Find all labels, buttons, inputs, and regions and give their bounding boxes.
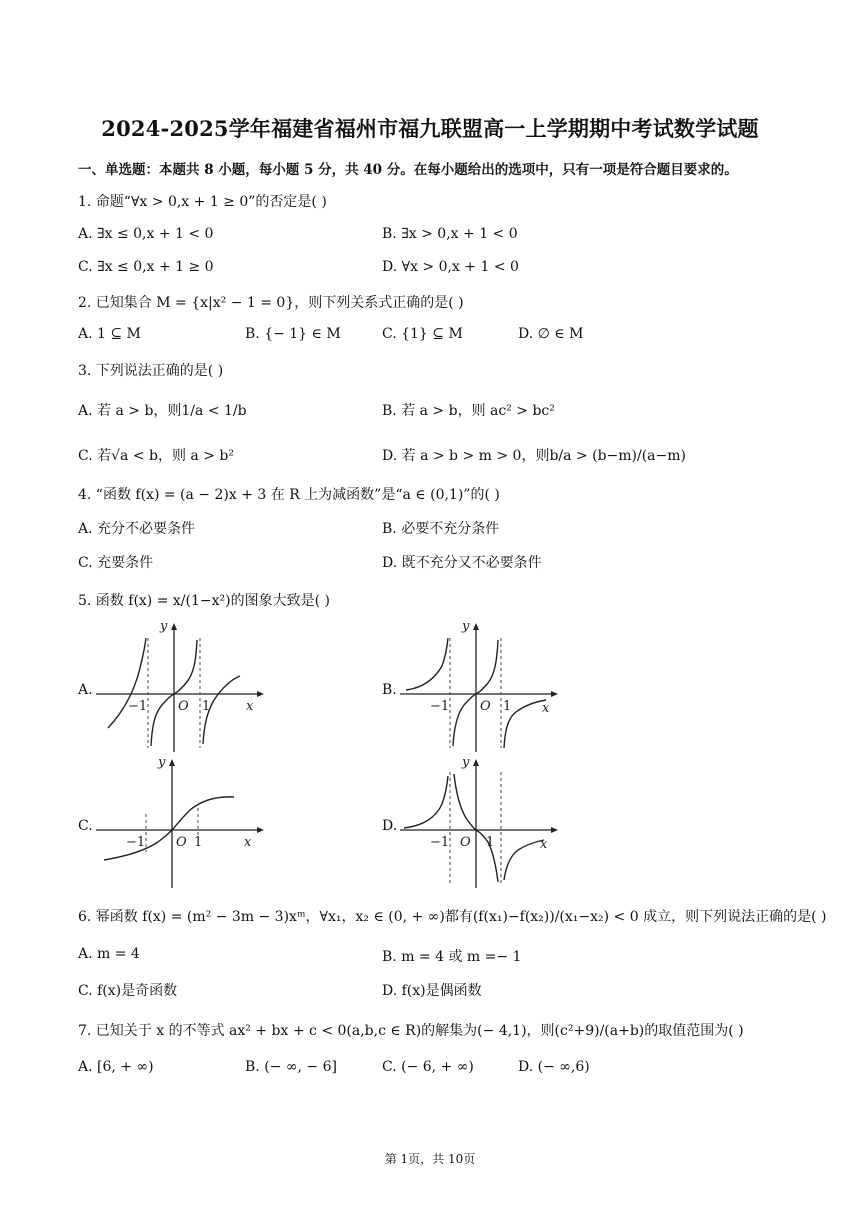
q6-option-b[interactable]: B. m = 4 或 m =− 1 [382,949,522,965]
x-axis-arrow [257,691,264,697]
origin-label: O [460,835,471,850]
q3-option-c[interactable]: C. 若√a < b，则 a > b² [78,448,234,464]
q6-option-c[interactable]: C. f(x)是奇函数 [78,983,178,999]
q2-option-b[interactable]: B. {− 1} ∈ M [245,326,341,342]
q2-option-c[interactable]: C. {1} ⊆ M [382,326,463,342]
q7-option-a[interactable]: A. [6, + ∞) [78,1059,154,1075]
q5-graph-c [92,752,267,892]
tick-pos-one: 1 [503,699,512,714]
q4-stem: 4. “函数 f(x) = (a − 2)x + 3 在 R 上为减函数”是“a ∈ (0,1)”的( ) [78,487,500,503]
q5-option-c[interactable]: C. [78,818,93,834]
q5-stem: 5. 函数 f(x) = x/(1−x²)的图象大致是( ) [78,593,330,609]
curve-left [404,776,448,828]
q5-graph-b [396,618,571,758]
q5-option-b[interactable]: B. [382,682,397,698]
tick-pos-one: 1 [202,699,211,714]
axis-y-label: y [462,755,470,770]
q5-option-a[interactable]: A. [78,682,93,698]
q6-stem: 6. 幂函数 f(x) = (m² − 3m − 3)xᵐ，∀x₁，x₂ ∈ (0, + ∞)都有(f(x₁)−f(x₂))/(x₁−x₂) < 0 成立，则下列说法正确的是( ) [78,909,827,925]
y-axis-arrow [171,623,177,630]
y-axis-arrow [169,759,175,766]
q2-option-a[interactable]: A. 1 ⊆ M [78,326,141,342]
x-axis-arrow [257,827,264,833]
axis-x-label: x [244,835,252,850]
tick-pos-one: 1 [486,835,495,850]
page-footer: 第 1页，共 10页 [384,1152,476,1166]
axis-x-label: x [540,837,548,852]
y-axis-arrow [473,759,479,766]
tick-neg-one: −1 [430,835,450,850]
q4-option-c[interactable]: C. 充要条件 [78,555,154,571]
q1-stem: 1. 命题“∀x > 0,x + 1 ≥ 0”的否定是( ) [78,194,327,210]
q7-option-d[interactable]: D. (− ∞,6) [518,1059,590,1075]
x-axis-arrow [551,691,558,697]
q1-option-a[interactable]: A. ∃x ≤ 0,x + 1 < 0 [78,226,214,242]
origin-label: O [176,835,187,850]
q7-option-c[interactable]: C. (− 6, + ∞) [382,1059,474,1075]
q1-option-b[interactable]: B. ∃x > 0,x + 1 < 0 [382,226,518,242]
q1-option-c[interactable]: C. ∃x ≤ 0,x + 1 ≥ 0 [78,259,214,275]
q3-option-d[interactable]: D. 若 a > b > m > 0，则b/a > (b−m)/(a−m) [382,448,687,464]
q5-graph-d [396,752,571,892]
q2-option-d[interactable]: D. ∅ ∈ M [518,326,584,342]
q6-option-d[interactable]: D. f(x)是偶函数 [382,983,482,999]
axis-x-label: x [246,699,254,714]
q4-option-d[interactable]: D. 既不充分又不必要条件 [382,555,542,571]
tick-neg-one: −1 [430,699,450,714]
curve-right [504,840,544,880]
x-axis-arrow [551,827,558,833]
origin-label: O [480,699,491,714]
q5-graph-a [92,618,267,758]
axis-x-label: x [542,701,550,716]
q3-stem: 3. 下列说法正确的是( ) [78,363,224,379]
q1-option-d[interactable]: D. ∀x > 0,x + 1 < 0 [382,259,519,275]
q2-stem: 2. 已知集合 M = {x|x² − 1 = 0}，则下列关系式正确的是( ) [78,295,464,311]
axis-y-label: y [462,619,470,634]
page-title: 2024-2025学年福建省福州市福九联盟高一上学期期中考试数学试题 [101,116,759,141]
section-heading: 一、单选题：本题共 8 小题，每小题 5 分，共 40 分。在每小题给出的选项中，只有一项是符合题目要求的。 [78,162,738,178]
q4-option-a[interactable]: A. 充分不必要条件 [78,521,196,537]
q7-stem: 7. 已知关于 x 的不等式 ax² + bx + c < 0(a,b,c ∈ R)的解集为(− 4,1)，则(c²+9)/(a+b)的取值范围为( ) [78,1023,744,1039]
tick-neg-one: −1 [126,835,146,850]
tick-neg-one: −1 [128,699,148,714]
origin-label: O [178,699,189,714]
q3-option-a[interactable]: A. 若 a > b，则1/a < 1/b [78,403,247,419]
q3-option-b[interactable]: B. 若 a > b，则 ac² > bc² [382,403,555,419]
curve-left [406,638,448,690]
curve-left [108,638,146,728]
y-axis-arrow [473,623,479,630]
q7-option-b[interactable]: B. (− ∞, − 6] [245,1059,337,1075]
q6-option-a[interactable]: A. m = 4 [78,946,140,962]
curve-main [104,797,234,860]
axis-y-label: y [158,755,166,770]
tick-pos-one: 1 [194,835,203,850]
q4-option-b[interactable]: B. 必要不充分条件 [382,521,500,537]
axis-y-label: y [160,619,168,634]
q5-option-d[interactable]: D. [382,818,398,834]
